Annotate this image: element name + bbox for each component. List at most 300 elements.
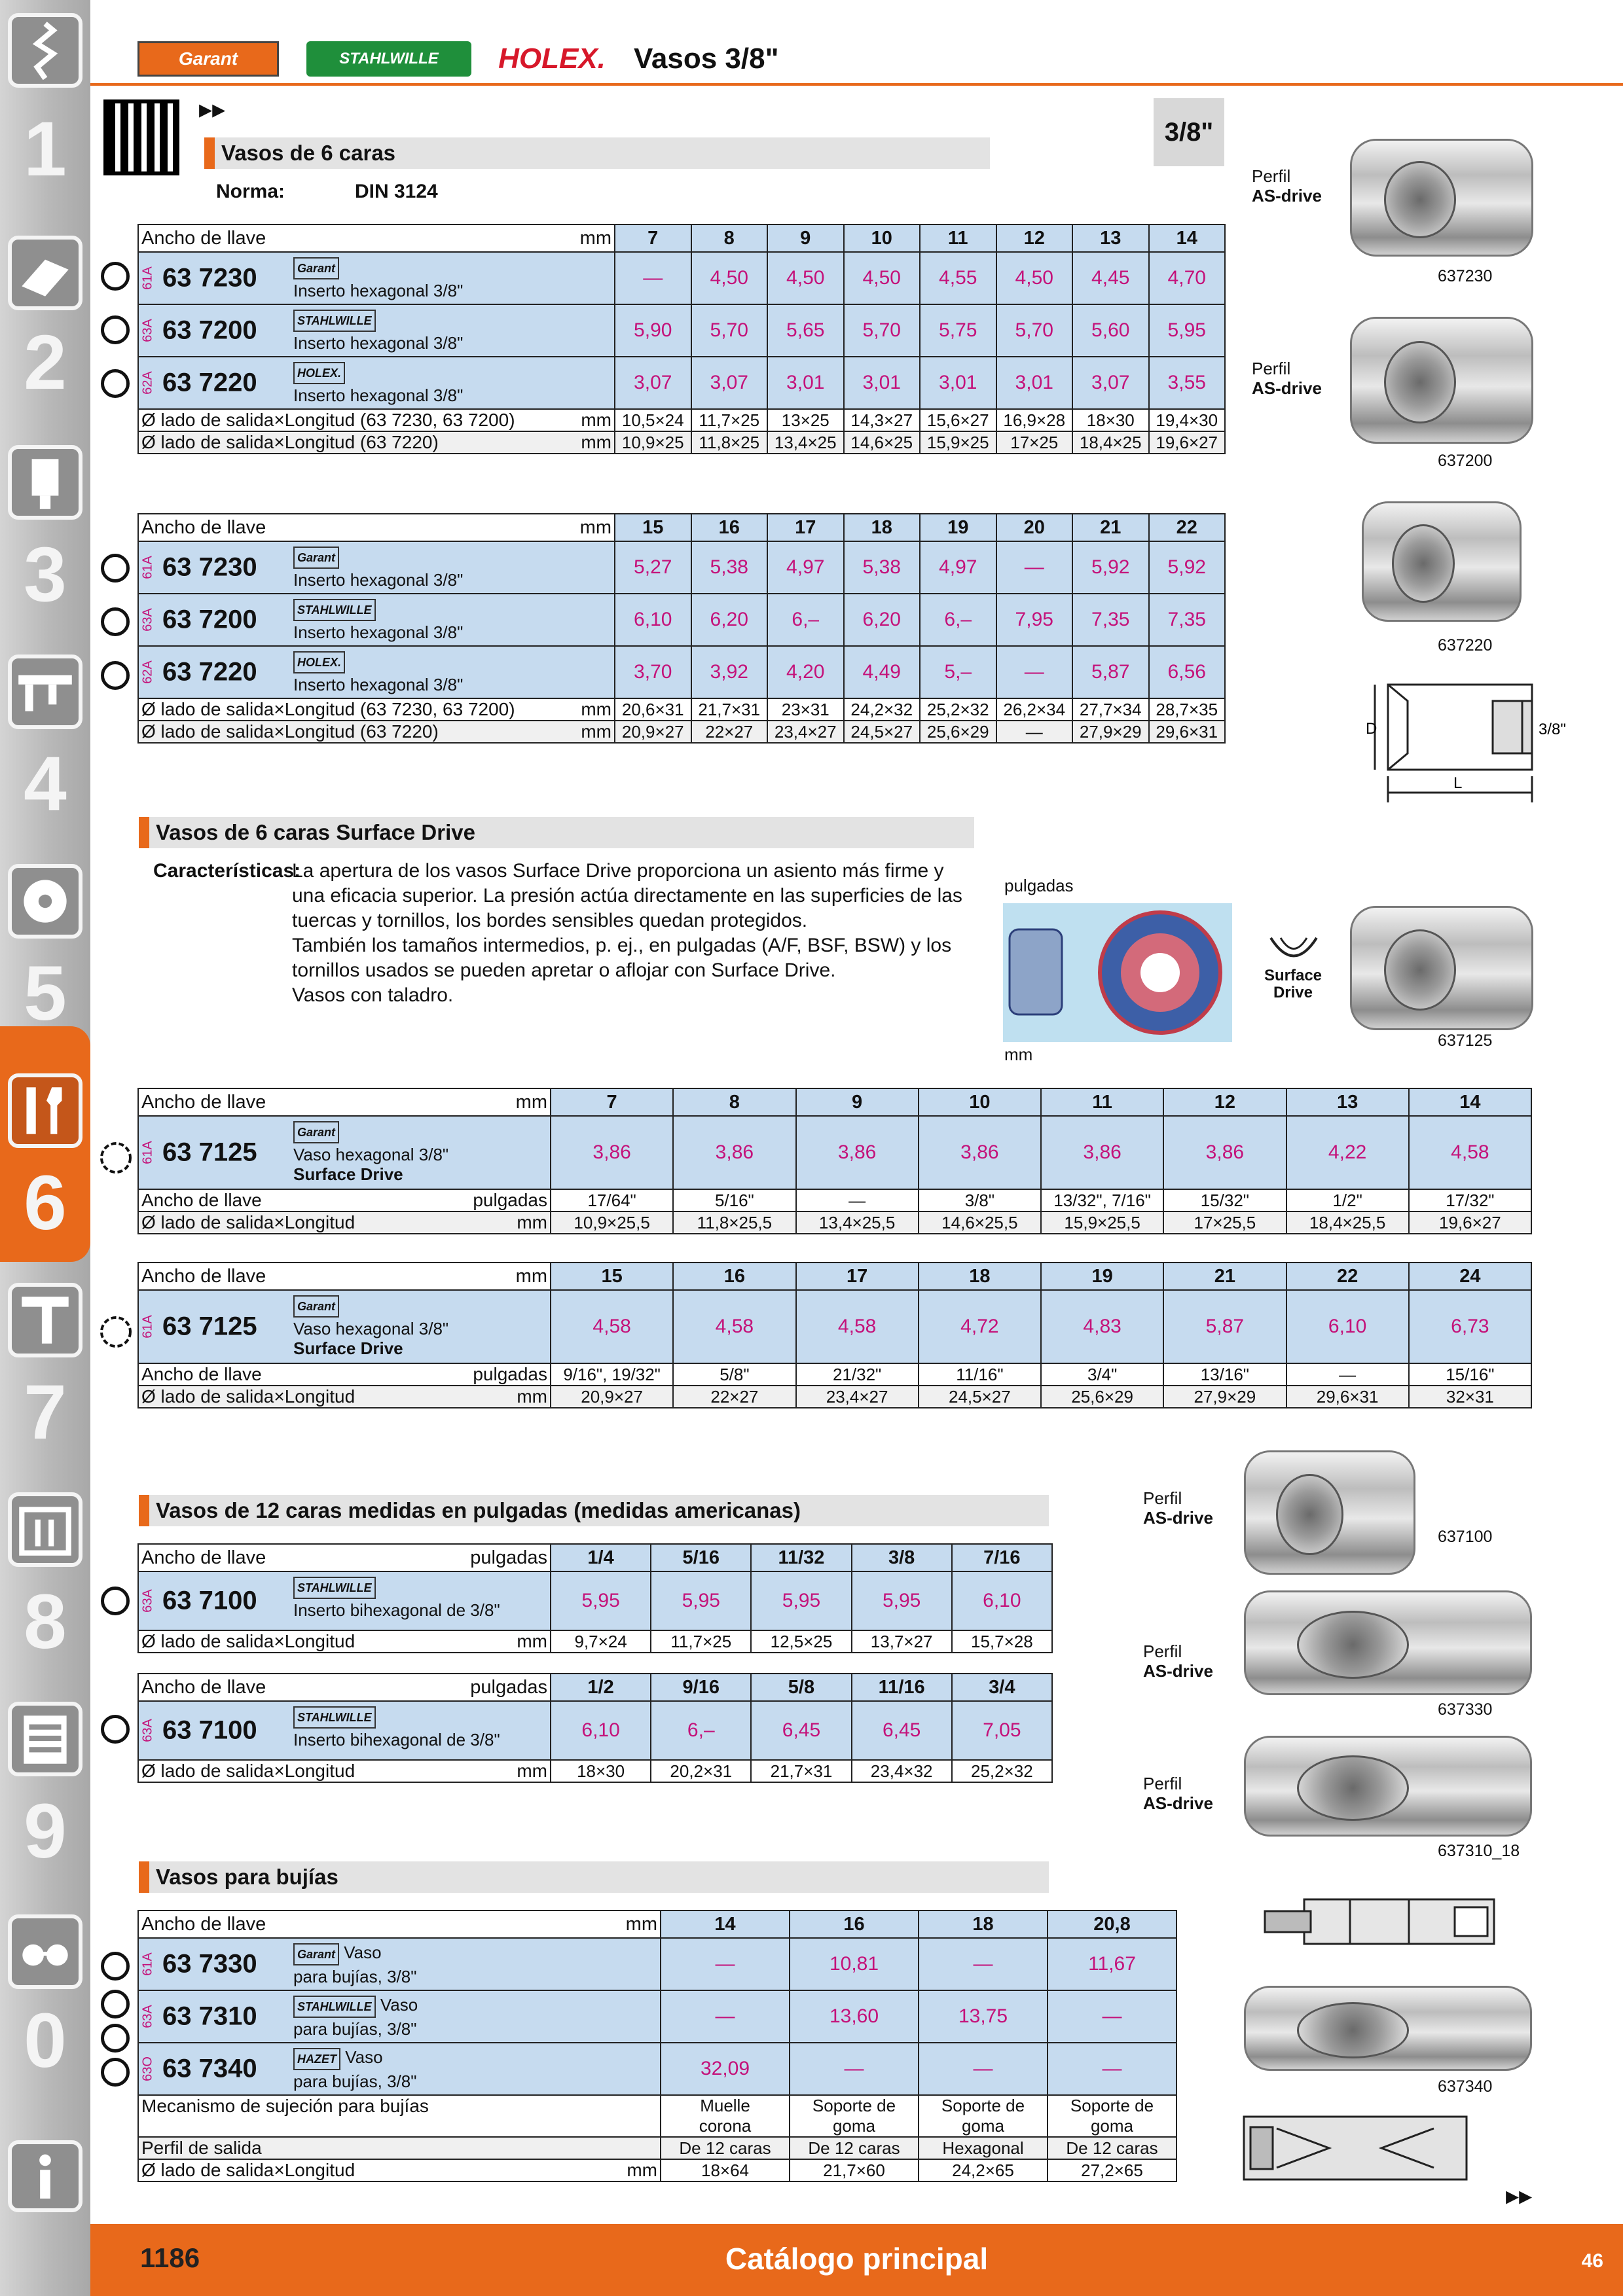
dimension-value: 18×30 bbox=[551, 1760, 651, 1782]
price-cell: 3,70 bbox=[615, 646, 691, 698]
price-table-12-caras-b bbox=[137, 1673, 1053, 1783]
dimension-value: 17/32" bbox=[1409, 1189, 1531, 1211]
product-row[interactable] bbox=[138, 252, 1225, 304]
dim-d-label: D bbox=[1366, 720, 1377, 738]
price-cell: — bbox=[919, 1938, 1048, 1990]
perfil-word: Perfil bbox=[1143, 1641, 1182, 1661]
dimension-value: 18,4×25,5 bbox=[1286, 1211, 1409, 1234]
size-header-row bbox=[138, 1263, 1531, 1290]
brand-mark: HOLEX. bbox=[293, 362, 345, 384]
price-cell: 13,75 bbox=[919, 1990, 1048, 2043]
product-description bbox=[293, 309, 463, 353]
price-cell: 5,38 bbox=[691, 541, 768, 594]
mechanism-value bbox=[1048, 2095, 1176, 2137]
perfil-word: Perfil bbox=[1252, 359, 1291, 378]
price-cell: 6,45 bbox=[852, 1701, 952, 1760]
header-unit: mm bbox=[515, 1091, 547, 1113]
product-cell bbox=[138, 1290, 551, 1363]
price-cell: 5,87 bbox=[1163, 1290, 1286, 1363]
price-cell: 3,01 bbox=[767, 357, 844, 409]
product-cell bbox=[138, 1116, 551, 1189]
socket-photo-637100 bbox=[1244, 1450, 1415, 1575]
price-cell: — bbox=[615, 252, 691, 304]
header-label-text: Ancho de llave bbox=[141, 227, 266, 249]
price-cell: 7,35 bbox=[1149, 594, 1226, 646]
profile-symbol-icon bbox=[101, 1990, 130, 2018]
dim-drive-label: 3/8" bbox=[1539, 721, 1566, 738]
dimension-value: 13×25 bbox=[767, 409, 844, 431]
size-cell: 15 bbox=[551, 1263, 673, 1290]
perfil-word: Perfil bbox=[1252, 166, 1291, 186]
chapter-sidebar bbox=[0, 0, 90, 2296]
size-cell: 3/8 bbox=[852, 1544, 952, 1571]
dimension-value: 10,9×25,5 bbox=[551, 1211, 673, 1234]
price-cell: 4,55 bbox=[920, 252, 996, 304]
dimension-label-text: Ø lado de salida×Longitud bbox=[141, 1212, 356, 1232]
size-cell: 10 bbox=[919, 1088, 1041, 1116]
socket-photo-637230 bbox=[1350, 139, 1533, 257]
price-cell: 4,50 bbox=[691, 252, 768, 304]
perfil-word: Perfil bbox=[1143, 1774, 1182, 1793]
dimension-row bbox=[138, 1760, 1052, 1782]
dimension-value: 3/4" bbox=[1041, 1363, 1163, 1386]
product-description bbox=[293, 1576, 500, 1620]
size-cell: 19 bbox=[1041, 1263, 1163, 1290]
price-cell: 5,95 bbox=[1149, 304, 1226, 357]
diagram-label-pulgadas: pulgadas bbox=[1004, 876, 1074, 895]
header-label-text: Ancho de llave bbox=[141, 1547, 266, 1568]
dimension-value: 18,4×25 bbox=[1072, 431, 1149, 454]
size-header-row bbox=[138, 1544, 1052, 1571]
header-unit: mm bbox=[625, 1913, 657, 1935]
catalog-title: Catálogo principal bbox=[725, 2242, 989, 2276]
price-cell: 4,20 bbox=[767, 646, 844, 698]
surface-drive-diagram bbox=[1003, 903, 1232, 1042]
dimension-value: 27,9×29 bbox=[1072, 721, 1149, 743]
header-label-text: Ancho de llave bbox=[141, 1913, 266, 1935]
price-cell: 5,– bbox=[920, 646, 996, 698]
section-title-bujias bbox=[139, 1861, 1049, 1893]
article-number[interactable]: 63 7330 bbox=[162, 1949, 257, 1979]
photo-caption: 637200 bbox=[1438, 452, 1493, 470]
dimension-row bbox=[138, 1189, 1531, 1211]
photo-caption: 637220 bbox=[1438, 636, 1493, 655]
size-cell: 21 bbox=[1163, 1263, 1286, 1290]
socket-photo-637200 bbox=[1350, 317, 1533, 444]
price-group-tag: 61A bbox=[140, 266, 155, 290]
size-header-label bbox=[138, 1674, 551, 1701]
surface-drive-badge-line1: Surface bbox=[1264, 967, 1322, 984]
size-cell: 13 bbox=[1072, 224, 1149, 252]
dimension-value: 13/32", 7/16" bbox=[1041, 1189, 1163, 1211]
price-cell: 11,67 bbox=[1048, 1938, 1176, 1990]
price-cell: 7,95 bbox=[996, 594, 1073, 646]
price-cell: 4,22 bbox=[1286, 1116, 1409, 1189]
size-cell: 3/4 bbox=[952, 1674, 1052, 1701]
dimension-value: 27,9×29 bbox=[1163, 1386, 1286, 1408]
spark-plug-socket-section-drawing bbox=[1237, 2109, 1480, 2187]
product-description bbox=[293, 1295, 448, 1358]
page-number: 1186 bbox=[140, 2242, 200, 2273]
price-cell: 3,86 bbox=[1041, 1116, 1163, 1189]
section-title-text: Vasos de 6 caras bbox=[221, 141, 396, 165]
chapter-9[interactable]: 9 bbox=[24, 1788, 67, 1874]
product-desc: Inserto bihexagonal de 3/8" bbox=[293, 1730, 500, 1749]
dimension-value: 10,5×24 bbox=[615, 409, 691, 431]
diagram-label-mm: mm bbox=[1004, 1045, 1033, 1064]
size-cell: 1/2 bbox=[551, 1674, 651, 1701]
price-cell: 3,01 bbox=[920, 357, 996, 409]
price-cell: 3,07 bbox=[1072, 357, 1149, 409]
dimension-unit: mm bbox=[627, 2160, 657, 2180]
drill-icon[interactable] bbox=[8, 13, 82, 88]
size-cell: 19 bbox=[920, 514, 996, 541]
features-line: También los tamaños intermedios, p. ej., en pulgadas (A/F, BSF, BSW) y los bbox=[292, 935, 952, 956]
price-group-tag: 63A bbox=[140, 1589, 155, 1613]
mechanism-line: corona bbox=[699, 2116, 752, 2136]
dimension-label-text: Ø lado de salida×Longitud bbox=[141, 1761, 356, 1781]
dimension-value: 15,7×28 bbox=[952, 1630, 1052, 1653]
size-cell: 18 bbox=[919, 1910, 1048, 1938]
price-cell: 5,70 bbox=[844, 304, 921, 357]
product-row[interactable] bbox=[138, 646, 1225, 698]
dimension-label-text: Ø lado de salida×Longitud bbox=[141, 1386, 356, 1407]
price-cell: 6,10 bbox=[952, 1571, 1052, 1630]
size-cell: 20,8 bbox=[1048, 1910, 1176, 1938]
qr-code[interactable] bbox=[103, 99, 179, 175]
price-cell: 5,87 bbox=[1072, 646, 1149, 698]
chapter-2[interactable]: 2 bbox=[24, 319, 67, 406]
dimension-value: 21,7×60 bbox=[790, 2159, 919, 2181]
dimension-label-text: Ø lado de salida×Longitud bbox=[141, 2160, 356, 2180]
price-cell: 4,97 bbox=[920, 541, 996, 594]
dimension-value: 23,4×27 bbox=[767, 721, 844, 743]
profile-symbol-icon bbox=[101, 607, 130, 636]
price-cell: 10,81 bbox=[790, 1938, 919, 1990]
price-cell: 4,58 bbox=[551, 1290, 673, 1363]
price-cell: 5,65 bbox=[767, 304, 844, 357]
dimension-label bbox=[138, 698, 615, 721]
perfil-label bbox=[1143, 1641, 1213, 1681]
product-row[interactable] bbox=[138, 1290, 1531, 1363]
price-cell: 5,38 bbox=[844, 541, 921, 594]
as-drive-word: AS-drive bbox=[1143, 1508, 1213, 1528]
article-number[interactable]: 63 7220 bbox=[162, 368, 257, 397]
tap-holder-icon[interactable] bbox=[8, 445, 82, 520]
wrench-screwdriver-icon[interactable] bbox=[8, 1073, 82, 1148]
size-cell: 14 bbox=[661, 1910, 790, 1938]
dimension-value: 14,3×27 bbox=[844, 409, 921, 431]
dimension-value: 19,4×30 bbox=[1149, 409, 1226, 431]
socket-photo-637340 bbox=[1244, 1986, 1532, 2071]
price-cell: — bbox=[996, 646, 1073, 698]
size-cell: 11 bbox=[920, 224, 996, 252]
product-desc: Inserto hexagonal 3/8" bbox=[293, 622, 464, 642]
size-header-label bbox=[138, 224, 615, 252]
article-number[interactable]: 63 7310 bbox=[162, 2001, 257, 2031]
profile-symbol-icon bbox=[101, 2024, 130, 2053]
product-row[interactable] bbox=[138, 1116, 1531, 1189]
brand-mark: Garant bbox=[293, 1943, 339, 1965]
dimension-value: 24,5×27 bbox=[919, 1386, 1041, 1408]
dimension-label bbox=[138, 431, 615, 454]
size-cell: 15 bbox=[615, 514, 691, 541]
mechanism-value bbox=[919, 2095, 1048, 2137]
article-number[interactable]: 63 7125 bbox=[162, 1138, 257, 1167]
dimension-label bbox=[138, 1211, 551, 1234]
product-row[interactable] bbox=[138, 1990, 1176, 2043]
product-desc: Inserto hexagonal 3/8" bbox=[293, 675, 464, 694]
product-row[interactable] bbox=[138, 541, 1225, 594]
article-number[interactable]: 63 7100 bbox=[162, 1586, 257, 1615]
price-table-6-caras-a bbox=[137, 224, 1226, 454]
product-description bbox=[293, 361, 463, 405]
brand-mark: Garant bbox=[293, 1121, 339, 1143]
price-cell: 6,20 bbox=[691, 594, 768, 646]
dimension-value: 20,9×27 bbox=[551, 1386, 673, 1408]
product-description bbox=[293, 651, 463, 694]
size-cell: 11/16 bbox=[852, 1674, 952, 1701]
article-number[interactable]: 63 7230 bbox=[162, 263, 257, 293]
spark-plug-socket-drawing bbox=[1258, 1885, 1542, 1958]
chapter-6[interactable]: 6 bbox=[24, 1160, 67, 1246]
photo-caption: 637230 bbox=[1438, 267, 1493, 285]
product-row[interactable] bbox=[138, 1571, 1052, 1630]
price-group-tag: 62A bbox=[140, 660, 155, 684]
article-number[interactable]: 63 7100 bbox=[162, 1715, 257, 1745]
dimension-value: 1/2" bbox=[1286, 1189, 1409, 1211]
mechanism-line: Soporte de bbox=[812, 2096, 896, 2115]
dimension-row bbox=[138, 409, 1225, 431]
price-cell: 7,35 bbox=[1072, 594, 1149, 646]
profile-symbol-icon bbox=[101, 315, 130, 344]
size-header-label bbox=[138, 514, 615, 541]
price-cell: 6,56 bbox=[1149, 646, 1226, 698]
price-cell: 5,95 bbox=[551, 1571, 651, 1630]
as-drive-word: AS-drive bbox=[1252, 186, 1322, 206]
profile-symbol-icon bbox=[101, 1715, 130, 1744]
header-unit: pulgadas bbox=[470, 1547, 547, 1568]
chapter-0[interactable]: 0 bbox=[24, 1998, 67, 2084]
price-group-tag: 61A bbox=[140, 1952, 155, 1976]
dimension-value: 20,9×27 bbox=[615, 721, 691, 743]
page-footer bbox=[90, 2224, 1623, 2296]
product-row[interactable] bbox=[138, 1701, 1052, 1760]
size-cell: 16 bbox=[790, 1910, 919, 1938]
features-line: tuercas y tornillos, los bordes sensibles quedan protegidos. bbox=[292, 910, 808, 931]
dimension-row bbox=[138, 1386, 1531, 1408]
profile-symbol-icon bbox=[101, 554, 130, 583]
price-group-tag: 63A bbox=[140, 1719, 155, 1742]
price-cell: 3,86 bbox=[673, 1116, 795, 1189]
dimension-row bbox=[138, 698, 1225, 721]
header-label-text: Ancho de llave bbox=[141, 1265, 266, 1287]
price-cell: 5,95 bbox=[852, 1571, 952, 1630]
product-name: Vaso bbox=[340, 2047, 383, 2067]
dimension-unit: mm bbox=[581, 410, 611, 430]
dimension-value: 13,4×25 bbox=[767, 431, 844, 454]
brand-mark: Garant bbox=[293, 547, 339, 569]
product-row[interactable] bbox=[138, 594, 1225, 646]
price-cell: 32,09 bbox=[661, 2043, 790, 2095]
chapter-5[interactable]: 5 bbox=[24, 950, 67, 1037]
brand-mark: STAHLWILLE bbox=[293, 310, 376, 332]
product-row[interactable] bbox=[138, 357, 1225, 409]
price-group-tag: 61A bbox=[140, 1315, 155, 1338]
mechanism-line: goma bbox=[832, 2116, 876, 2136]
caliper-icon[interactable] bbox=[8, 655, 82, 729]
dimension-label bbox=[138, 1386, 551, 1408]
size-cell: 9/16 bbox=[651, 1674, 751, 1701]
as-drive-word: AS-drive bbox=[1143, 1661, 1213, 1681]
features-line: una eficacia superior. La presión actúa directamente en las superficies de las bbox=[292, 885, 962, 906]
product-desc: Inserto hexagonal 3/8" bbox=[293, 570, 464, 590]
surface-drive-badge bbox=[1258, 935, 1328, 1007]
brand-mark: STAHLWILLE bbox=[293, 1706, 376, 1729]
product-desc: para bujías, 3/8" bbox=[293, 1967, 417, 1986]
dimension-label bbox=[138, 2159, 661, 2181]
dimension-row bbox=[138, 1211, 1531, 1234]
next-page-arrows-bottom[interactable]: ▸▸ bbox=[1506, 2181, 1533, 2210]
dimension-unit: pulgadas bbox=[473, 1190, 547, 1210]
dimension-row bbox=[138, 1630, 1052, 1653]
article-number[interactable]: 63 7200 bbox=[162, 605, 257, 634]
section-title-surface-drive bbox=[139, 817, 974, 848]
perfil-word: Perfil bbox=[1143, 1488, 1182, 1508]
milling-insert-icon[interactable] bbox=[8, 236, 82, 310]
info-icon[interactable] bbox=[8, 2140, 82, 2212]
product-cell bbox=[138, 594, 615, 646]
profile-row bbox=[138, 2137, 1176, 2159]
dimension-value: 26,2×34 bbox=[996, 698, 1073, 721]
price-cell: 3,92 bbox=[691, 646, 768, 698]
dimension-unit: mm bbox=[581, 721, 611, 742]
brand-mark: Garant bbox=[293, 257, 339, 279]
price-cell: — bbox=[661, 1938, 790, 1990]
chapter-7[interactable]: 7 bbox=[24, 1369, 67, 1456]
dimension-value: 27,7×34 bbox=[1072, 698, 1149, 721]
price-cell: 5,95 bbox=[751, 1571, 851, 1630]
dimension-unit: mm bbox=[517, 1386, 547, 1407]
features-line: La apertura de los vasos Surface Drive proporciona un asiento más firme y bbox=[292, 860, 944, 882]
product-row[interactable] bbox=[138, 2043, 1176, 2095]
saw-blade-icon[interactable] bbox=[8, 864, 82, 939]
profile-symbol-icon bbox=[101, 1587, 130, 1615]
article-number[interactable]: 63 7125 bbox=[162, 1312, 257, 1341]
perfil-label bbox=[1143, 1774, 1213, 1813]
tool-case-icon[interactable] bbox=[8, 1492, 82, 1567]
dimension-value: 9/16", 19/32" bbox=[551, 1363, 673, 1386]
dimension-value: 29,6×31 bbox=[1149, 721, 1226, 743]
price-cell: 3,01 bbox=[996, 357, 1073, 409]
dimension-value: 11,8×25,5 bbox=[673, 1211, 795, 1234]
dimension-value: 23,4×32 bbox=[852, 1760, 952, 1782]
chapter-3[interactable]: 3 bbox=[24, 531, 67, 618]
dimension-value: 11,8×25 bbox=[691, 431, 768, 454]
product-desc: para bujías, 3/8" bbox=[293, 2072, 417, 2091]
price-cell: 5,92 bbox=[1072, 541, 1149, 594]
pliers-icon[interactable] bbox=[8, 1283, 82, 1357]
mechanism-line: goma bbox=[1090, 2116, 1134, 2136]
dimension-unit: pulgadas bbox=[473, 1364, 547, 1384]
dimension-row bbox=[138, 2159, 1176, 2181]
dimension-value: 12,5×25 bbox=[751, 1630, 851, 1653]
dimension-value: 11,7×25 bbox=[651, 1630, 751, 1653]
product-description bbox=[293, 1121, 448, 1184]
product-cell bbox=[138, 1571, 551, 1630]
size-header-label bbox=[138, 1263, 551, 1290]
price-cell: 3,86 bbox=[551, 1116, 673, 1189]
dimension-value: 24,2×65 bbox=[919, 2159, 1048, 2181]
brand-mark: HAZET bbox=[293, 2048, 340, 2070]
drive-size-badge: 3/8" bbox=[1154, 98, 1224, 166]
surface-drive-profile-icon bbox=[98, 1140, 134, 1175]
safety-glasses-icon[interactable] bbox=[8, 1914, 82, 1989]
brand-mark: STAHLWILLE bbox=[293, 1996, 376, 2018]
next-page-arrows[interactable]: ▸▸ bbox=[199, 95, 226, 124]
dimension-value: 21,7×31 bbox=[751, 1760, 851, 1782]
header-label-text: Ancho de llave bbox=[141, 516, 266, 538]
dimension-value: 17/64" bbox=[551, 1189, 673, 1211]
photo-caption: 637100 bbox=[1438, 1528, 1493, 1546]
article-number[interactable]: 63 7220 bbox=[162, 657, 257, 687]
size-cell: 7 bbox=[615, 224, 691, 252]
section-title-12-caras bbox=[139, 1495, 1049, 1526]
mechanism-line: Muelle bbox=[700, 2096, 750, 2115]
header-unit: pulgadas bbox=[470, 1676, 547, 1698]
chapter-8[interactable]: 8 bbox=[24, 1579, 67, 1665]
dimension-value: 24,2×32 bbox=[844, 698, 921, 721]
price-cell: 4,45 bbox=[1072, 252, 1149, 304]
profile-label: Perfil de salida bbox=[138, 2137, 661, 2159]
perfil-label bbox=[1252, 359, 1322, 398]
product-row[interactable] bbox=[138, 1938, 1176, 1990]
chapter-1[interactable]: 1 bbox=[24, 106, 67, 192]
price-table-12-caras-a bbox=[137, 1543, 1053, 1653]
article-number[interactable]: 63 7230 bbox=[162, 552, 257, 582]
norma-value: DIN 3124 bbox=[355, 181, 438, 202]
dimension-label-text: Ø lado de salida×Longitud bbox=[141, 1631, 356, 1651]
chapter-4[interactable]: 4 bbox=[24, 741, 67, 827]
price-cell: — bbox=[919, 2043, 1048, 2095]
photo-caption: 637310_18 bbox=[1438, 1842, 1520, 1860]
dimension-unit: mm bbox=[581, 699, 611, 719]
dimension-value: 25,6×29 bbox=[920, 721, 996, 743]
dimension-label-text: Ancho de llave bbox=[141, 1190, 262, 1210]
profile-symbol-icon bbox=[101, 661, 130, 690]
dimension-value: 23,4×27 bbox=[796, 1386, 919, 1408]
product-row[interactable] bbox=[138, 304, 1225, 357]
price-cell: 5,70 bbox=[691, 304, 768, 357]
size-header-row bbox=[138, 1088, 1531, 1116]
features-line: Vasos con taladro. bbox=[292, 984, 454, 1006]
workbench-cabinet-icon[interactable] bbox=[8, 1702, 82, 1776]
size-cell: 24 bbox=[1409, 1263, 1531, 1290]
as-drive-word: AS-drive bbox=[1143, 1793, 1213, 1813]
size-cell: 12 bbox=[996, 224, 1073, 252]
dimension-value: 18×64 bbox=[661, 2159, 790, 2181]
article-number[interactable]: 63 7340 bbox=[162, 2054, 257, 2083]
article-number[interactable]: 63 7200 bbox=[162, 315, 257, 345]
dimension-value: 29,6×31 bbox=[1286, 1386, 1409, 1408]
dimension-label bbox=[138, 409, 615, 431]
holex-logo: HOLEX. bbox=[498, 43, 606, 75]
size-cell: 1/4 bbox=[551, 1544, 651, 1571]
price-group-tag: 63A bbox=[140, 2005, 155, 2028]
size-header-label bbox=[138, 1910, 661, 1938]
profile-value: De 12 caras bbox=[1048, 2137, 1176, 2159]
price-cell: 4,58 bbox=[1409, 1116, 1531, 1189]
